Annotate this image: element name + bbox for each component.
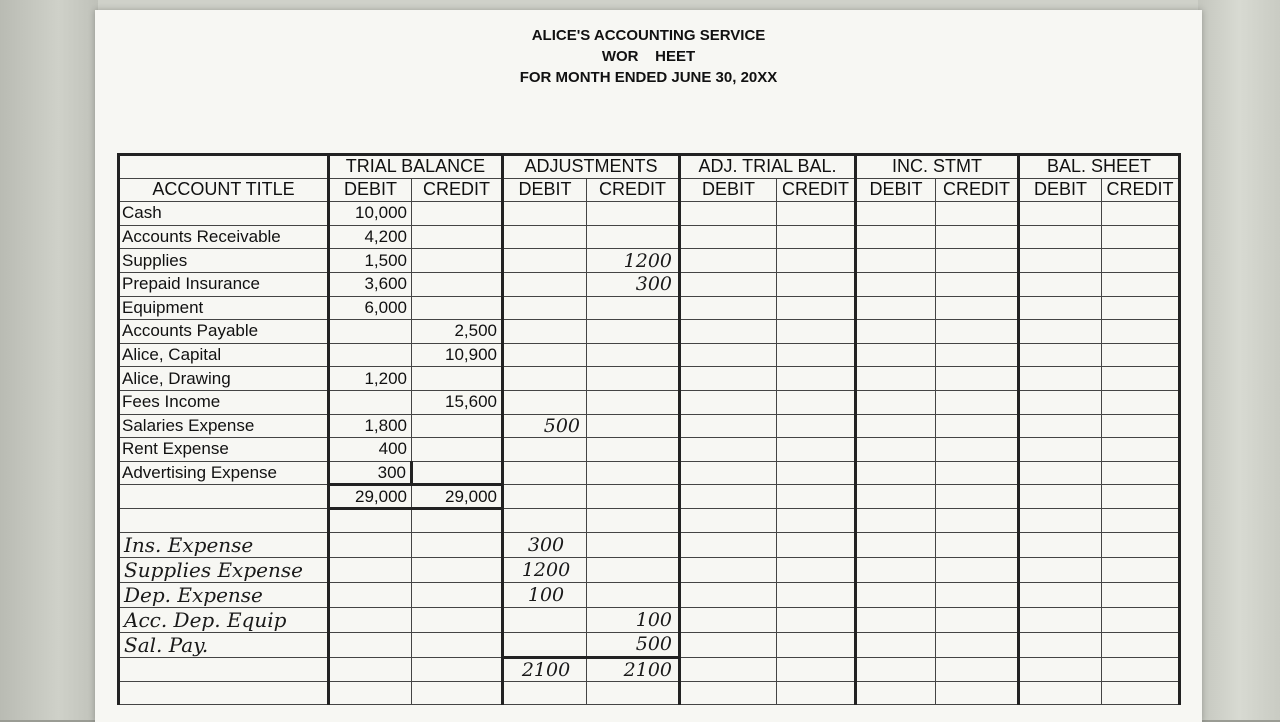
atb-credit-cell: [777, 657, 856, 681]
atb-debit-cell: [680, 320, 777, 344]
is-credit-cell: [936, 320, 1019, 344]
tb-credit-cell: [412, 657, 503, 681]
adj-credit-cell: [587, 681, 680, 705]
atb-debit-cell: [680, 657, 777, 681]
debit-header: DEBIT: [1019, 178, 1102, 202]
is-credit-cell: [936, 202, 1019, 226]
tb-credit-cell: [412, 461, 503, 485]
atb-debit-cell: [680, 343, 777, 367]
tb-debit-cell: [329, 557, 412, 582]
atb-debit-cell: [680, 485, 777, 509]
bs-debit-cell: [1019, 414, 1102, 438]
is-credit-cell: [936, 438, 1019, 462]
table-row: [119, 508, 1180, 532]
adj-debit-cell: 100: [503, 582, 587, 607]
bs-credit-cell: [1102, 607, 1180, 632]
tb-credit-cell: 15,600: [412, 390, 503, 414]
account-name: Alice, Capital: [119, 343, 329, 367]
atb-credit-cell: [777, 296, 856, 320]
tb-debit-cell: 10,000: [329, 202, 412, 226]
adj-debit-cell: [503, 438, 587, 462]
adj-credit-cell: [587, 582, 680, 607]
bs-credit-cell: [1102, 657, 1180, 681]
bs-credit-cell: [1102, 632, 1180, 657]
is-debit-cell: [856, 557, 936, 582]
account-name: Acc. Dep. Equip: [119, 607, 329, 632]
adj-credit-cell: [587, 202, 680, 226]
atb-debit-cell: [680, 390, 777, 414]
atb-credit-cell: [777, 532, 856, 557]
bs-debit-cell: [1019, 632, 1102, 657]
group-header: BAL. SHEET: [1019, 155, 1180, 179]
atb-credit-cell: [777, 320, 856, 344]
table-row: [119, 202, 1180, 226]
atb-debit-cell: [680, 582, 777, 607]
tb-credit-cell: 10,900: [412, 343, 503, 367]
is-debit-cell: [856, 657, 936, 681]
atb-debit-cell: [680, 272, 777, 296]
bs-credit-cell: [1102, 508, 1180, 532]
account-name: [119, 657, 329, 681]
group-header: TRIAL BALANCE: [329, 155, 503, 179]
account-name: Cash: [119, 202, 329, 226]
tb-debit-cell: [329, 632, 412, 657]
bs-debit-cell: [1019, 582, 1102, 607]
group-header: ADJ. TRIAL BAL.: [680, 155, 856, 179]
tb-debit-cell: [329, 390, 412, 414]
adj-debit-cell: [503, 249, 587, 273]
adj-credit-cell: [587, 508, 680, 532]
is-credit-cell: [936, 607, 1019, 632]
account-name: [119, 508, 329, 532]
atb-debit-cell: [680, 438, 777, 462]
bs-credit-cell: [1102, 532, 1180, 557]
account-name: Accounts Receivable: [119, 225, 329, 249]
table-row: [119, 414, 1180, 438]
atb-credit-cell: [777, 249, 856, 273]
adj-credit-cell: 1200: [587, 249, 680, 273]
bs-debit-cell: [1019, 367, 1102, 391]
atb-credit-cell: [777, 390, 856, 414]
tb-debit-cell: 3,600: [329, 272, 412, 296]
is-credit-cell: [936, 296, 1019, 320]
tb-debit-cell: 6,000: [329, 296, 412, 320]
is-debit-cell: [856, 582, 936, 607]
bs-debit-cell: [1019, 438, 1102, 462]
table-row: [119, 390, 1180, 414]
tb-credit-cell: [412, 367, 503, 391]
is-debit-cell: [856, 532, 936, 557]
credit-header: CREDIT: [936, 178, 1019, 202]
is-credit-cell: [936, 367, 1019, 391]
is-debit-cell: [856, 296, 936, 320]
adj-credit-cell: [587, 343, 680, 367]
handwritten-row: [119, 632, 1180, 657]
atb-debit-cell: [680, 508, 777, 532]
atb-credit-cell: [777, 508, 856, 532]
bs-debit-cell: [1019, 607, 1102, 632]
adj-credit-cell: [587, 532, 680, 557]
tb-credit-cell: 29,000: [412, 485, 503, 509]
bs-debit-cell: [1019, 461, 1102, 485]
adj-credit-cell: 500: [587, 632, 680, 657]
adj-credit-cell: [587, 485, 680, 509]
adj-totals-row: [119, 657, 1180, 681]
is-credit-cell: [936, 225, 1019, 249]
atb-debit-cell: [680, 461, 777, 485]
tb-debit-cell: [329, 343, 412, 367]
adj-credit-cell: [587, 320, 680, 344]
atb-credit-cell: [777, 414, 856, 438]
tb-totals-row: [119, 485, 1180, 509]
account-name: Ins. Expense: [119, 532, 329, 557]
is-credit-cell: [936, 390, 1019, 414]
adj-debit-cell: [503, 390, 587, 414]
is-debit-cell: [856, 508, 936, 532]
debit-header: DEBIT: [503, 178, 587, 202]
atb-credit-cell: [777, 485, 856, 509]
atb-debit-cell: [680, 607, 777, 632]
bs-credit-cell: [1102, 225, 1180, 249]
tb-credit-cell: [412, 582, 503, 607]
bs-credit-cell: [1102, 414, 1180, 438]
bs-debit-cell: [1019, 532, 1102, 557]
tb-debit-cell: [329, 582, 412, 607]
is-credit-cell: [936, 681, 1019, 705]
account-name: Alice, Drawing: [119, 367, 329, 391]
is-debit-cell: [856, 320, 936, 344]
adj-credit-cell: [587, 557, 680, 582]
credit-header: CREDIT: [412, 178, 503, 202]
adj-debit-cell: [503, 632, 587, 657]
handwritten-row: [119, 532, 1180, 557]
tb-credit-cell: [412, 532, 503, 557]
bs-debit-cell: [1019, 657, 1102, 681]
account-name: Equipment: [119, 296, 329, 320]
worksheet-table: [117, 153, 1181, 705]
account-title-header-top: [119, 155, 329, 179]
account-name: Prepaid Insurance: [119, 272, 329, 296]
atb-credit-cell: [777, 632, 856, 657]
bs-debit-cell: [1019, 225, 1102, 249]
adj-credit-cell: [587, 390, 680, 414]
bs-debit-cell: [1019, 202, 1102, 226]
tb-credit-cell: [412, 607, 503, 632]
bs-credit-cell: [1102, 681, 1180, 705]
account-name: Sal. Pay.: [119, 632, 329, 657]
background-left: [0, 0, 98, 720]
is-debit-cell: [856, 225, 936, 249]
handwritten-row: [119, 557, 1180, 582]
account-name: Rent Expense: [119, 438, 329, 462]
adj-debit-cell: [503, 607, 587, 632]
tb-credit-cell: [412, 632, 503, 657]
adj-debit-cell: [503, 296, 587, 320]
tb-debit-cell: [329, 532, 412, 557]
tb-debit-cell: 4,200: [329, 225, 412, 249]
tb-credit-cell: [412, 508, 503, 532]
bs-debit-cell: [1019, 343, 1102, 367]
atb-credit-cell: [777, 438, 856, 462]
atb-credit-cell: [777, 582, 856, 607]
atb-credit-cell: [777, 681, 856, 705]
table-row: [119, 681, 1180, 705]
is-debit-cell: [856, 343, 936, 367]
bs-credit-cell: [1102, 438, 1180, 462]
bs-credit-cell: [1102, 249, 1180, 273]
bs-credit-cell: [1102, 390, 1180, 414]
bs-credit-cell: [1102, 485, 1180, 509]
atb-debit-cell: [680, 225, 777, 249]
table-row: [119, 296, 1180, 320]
company-name: ALICE'S ACCOUNTING SERVICE: [531, 27, 766, 44]
is-debit-cell: [856, 461, 936, 485]
is-credit-cell: [936, 461, 1019, 485]
atb-credit-cell: [777, 272, 856, 296]
bs-debit-cell: [1019, 249, 1102, 273]
tb-credit-cell: [412, 202, 503, 226]
table-row: [119, 272, 1180, 296]
is-debit-cell: [856, 485, 936, 509]
is-debit-cell: [856, 414, 936, 438]
is-debit-cell: [856, 249, 936, 273]
tb-credit-cell: [412, 557, 503, 582]
bs-credit-cell: [1102, 557, 1180, 582]
atb-credit-cell: [777, 461, 856, 485]
adj-credit-cell: 300: [587, 272, 680, 296]
bs-credit-cell: [1102, 296, 1180, 320]
bs-credit-cell: [1102, 582, 1180, 607]
adj-credit-cell: [587, 225, 680, 249]
tb-debit-cell: [329, 320, 412, 344]
bs-debit-cell: [1019, 485, 1102, 509]
background-right: [1198, 0, 1280, 720]
adj-credit-cell: [587, 296, 680, 320]
debit-header: DEBIT: [680, 178, 777, 202]
tb-credit-cell: [412, 249, 503, 273]
bs-credit-cell: [1102, 320, 1180, 344]
bs-debit-cell: [1019, 320, 1102, 344]
is-debit-cell: [856, 632, 936, 657]
tb-debit-cell: 29,000: [329, 485, 412, 509]
tb-debit-cell: 1,200: [329, 367, 412, 391]
credit-header: CREDIT: [587, 178, 680, 202]
tb-credit-cell: [412, 272, 503, 296]
group-header: ADJUSTMENTS: [503, 155, 680, 179]
is-debit-cell: [856, 607, 936, 632]
account-name: Supplies Expense: [119, 557, 329, 582]
adj-credit-cell: 2100: [587, 657, 680, 681]
atb-debit-cell: [680, 367, 777, 391]
bs-credit-cell: [1102, 202, 1180, 226]
tb-debit-cell: 300: [329, 461, 412, 485]
adj-credit-cell: [587, 461, 680, 485]
account-name: Fees Income: [119, 390, 329, 414]
debit-header: DEBIT: [329, 178, 412, 202]
adj-debit-cell: [503, 367, 587, 391]
table-row: [119, 225, 1180, 249]
table-row: [119, 343, 1180, 367]
bs-credit-cell: [1102, 461, 1180, 485]
table-row: [119, 367, 1180, 391]
bs-debit-cell: [1019, 272, 1102, 296]
adj-debit-cell: [503, 202, 587, 226]
atb-debit-cell: [680, 632, 777, 657]
adj-credit-cell: [587, 414, 680, 438]
credit-header: CREDIT: [777, 178, 856, 202]
header-row-columns: [119, 178, 1180, 202]
atb-credit-cell: [777, 607, 856, 632]
tb-debit-cell: 400: [329, 438, 412, 462]
adj-debit-cell: [503, 461, 587, 485]
bs-credit-cell: [1102, 367, 1180, 391]
is-credit-cell: [936, 632, 1019, 657]
is-debit-cell: [856, 202, 936, 226]
is-credit-cell: [936, 272, 1019, 296]
is-credit-cell: [936, 414, 1019, 438]
worksheet-period: FOR MONTH ENDED JUNE 30, 20XX: [519, 69, 778, 86]
is-debit-cell: [856, 438, 936, 462]
account-name: [119, 485, 329, 509]
tb-debit-cell: [329, 681, 412, 705]
tb-credit-cell: [412, 296, 503, 320]
group-header: INC. STMT: [856, 155, 1019, 179]
bs-credit-cell: [1102, 272, 1180, 296]
table-row: [119, 249, 1180, 273]
adj-debit-cell: [503, 508, 587, 532]
tb-credit-cell: [412, 681, 503, 705]
tb-debit-cell: [329, 657, 412, 681]
tb-credit-cell: [412, 438, 503, 462]
atb-debit-cell: [680, 202, 777, 226]
adj-credit-cell: [587, 367, 680, 391]
tb-debit-cell: 1,500: [329, 249, 412, 273]
bs-debit-cell: [1019, 390, 1102, 414]
adj-debit-cell: 2100: [503, 657, 587, 681]
bs-debit-cell: [1019, 296, 1102, 320]
tb-credit-cell: [412, 225, 503, 249]
atb-credit-cell: [777, 557, 856, 582]
adj-credit-cell: [587, 438, 680, 462]
atb-debit-cell: [680, 532, 777, 557]
handwritten-row: [119, 607, 1180, 632]
atb-debit-cell: [680, 296, 777, 320]
is-credit-cell: [936, 582, 1019, 607]
credit-header: CREDIT: [1102, 178, 1180, 202]
bs-debit-cell: [1019, 681, 1102, 705]
is-credit-cell: [936, 532, 1019, 557]
is-debit-cell: [856, 367, 936, 391]
atb-debit-cell: [680, 557, 777, 582]
tb-debit-cell: [329, 607, 412, 632]
bs-debit-cell: [1019, 508, 1102, 532]
account-name: [119, 681, 329, 705]
account-name: Salaries Expense: [119, 414, 329, 438]
is-debit-cell: [856, 272, 936, 296]
adj-debit-cell: 500: [503, 414, 587, 438]
atb-debit-cell: [680, 681, 777, 705]
is-debit-cell: [856, 390, 936, 414]
account-name: Accounts Payable: [119, 320, 329, 344]
is-credit-cell: [936, 343, 1019, 367]
tb-debit-cell: 1,800: [329, 414, 412, 438]
adj-debit-cell: [503, 343, 587, 367]
header-row-groups: [119, 155, 1180, 179]
bs-debit-cell: [1019, 557, 1102, 582]
is-credit-cell: [936, 485, 1019, 509]
adj-debit-cell: [503, 272, 587, 296]
adj-debit-cell: [503, 320, 587, 344]
table-row: [119, 438, 1180, 462]
account-title-header: ACCOUNT TITLE: [119, 178, 329, 202]
adj-credit-cell: 100: [587, 607, 680, 632]
adj-debit-cell: 1200: [503, 557, 587, 582]
worksheet-title: WOR HEET: [601, 48, 696, 65]
is-credit-cell: [936, 249, 1019, 273]
atb-credit-cell: [777, 343, 856, 367]
table-row: [119, 320, 1180, 344]
handwritten-row: [119, 582, 1180, 607]
tb-debit-cell: [329, 508, 412, 532]
debit-header: DEBIT: [856, 178, 936, 202]
atb-debit-cell: [680, 414, 777, 438]
atb-credit-cell: [777, 202, 856, 226]
tb-credit-cell: [412, 414, 503, 438]
account-name: Dep. Expense: [119, 582, 329, 607]
adj-debit-cell: [503, 485, 587, 509]
adj-debit-cell: [503, 681, 587, 705]
account-name: Advertising Expense: [119, 461, 329, 485]
atb-credit-cell: [777, 225, 856, 249]
is-credit-cell: [936, 557, 1019, 582]
atb-credit-cell: [777, 367, 856, 391]
is-credit-cell: [936, 657, 1019, 681]
table-row: [119, 461, 1180, 485]
bs-credit-cell: [1102, 343, 1180, 367]
adj-debit-cell: 300: [503, 532, 587, 557]
tb-credit-cell: 2,500: [412, 320, 503, 344]
atb-debit-cell: [680, 249, 777, 273]
is-debit-cell: [856, 681, 936, 705]
adj-debit-cell: [503, 225, 587, 249]
is-credit-cell: [936, 508, 1019, 532]
account-name: Supplies: [119, 249, 329, 273]
